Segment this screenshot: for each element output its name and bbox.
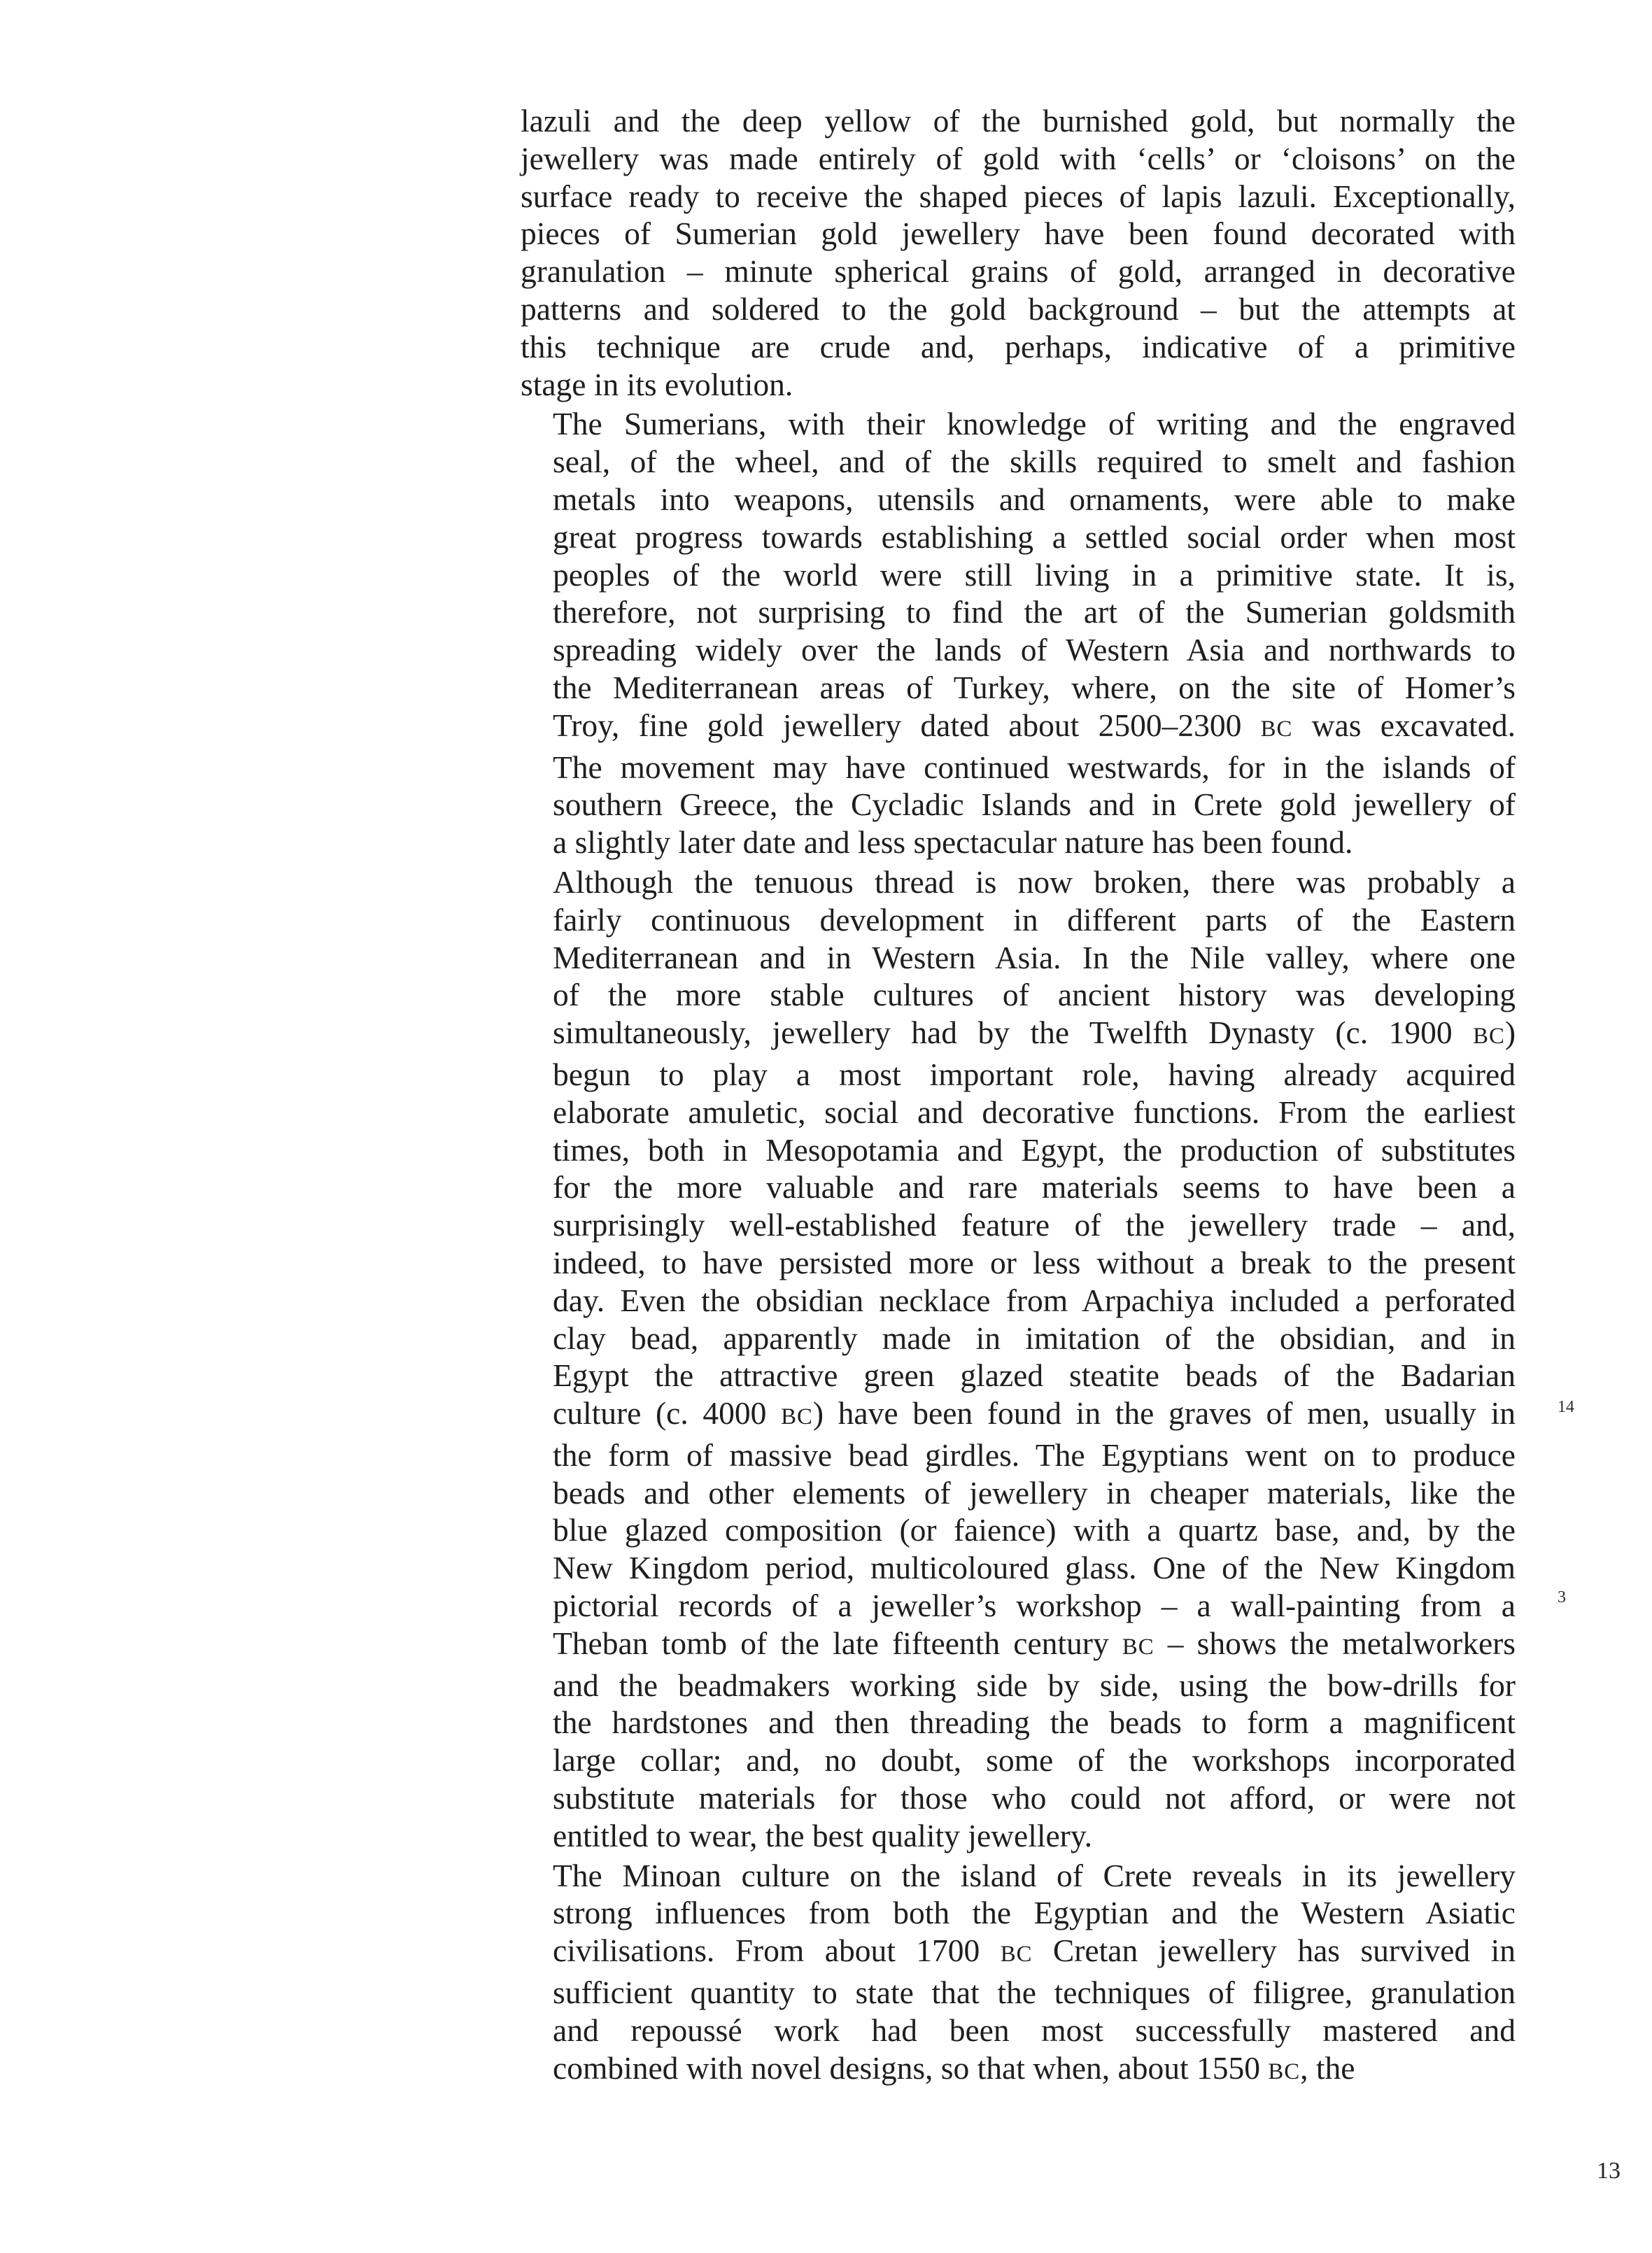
text-line: beads and other elements of jewellery in cheaper materials, like the	[553, 1474, 1516, 1511]
paragraph-3	[521, 863, 1516, 1855]
text-line: metals into weapons, utensils and ornaments, were able to make	[553, 481, 1516, 517]
body-text	[521, 102, 1516, 2091]
text-line: The Sumerians, with their knowledge of writing and the engraved	[553, 406, 1516, 442]
text-line: Theban tomb of the late fifteenth century BC – shows the metalworkers	[553, 1625, 1516, 1661]
text-line: granulation – minute spherical grains of gold, arranged in decorative	[521, 253, 1516, 290]
text-line: therefore, not surprising to find the art of the Sumerian goldsmith	[553, 594, 1516, 630]
text-line: indeed, to have persisted more or less without a break to the present	[553, 1244, 1516, 1280]
text-line: New Kingdom period, multicoloured glass. One of the New Kingdom	[553, 1550, 1516, 1586]
text-line: a slightly later date and less spectacular nature has been found.	[553, 824, 1353, 861]
text-line: jewellery was made entirely of gold with ‘cells’ or ‘cloisons’ on the	[521, 140, 1516, 176]
text-line: southern Greece, the Cycladic Islands and in Crete gold jewellery of	[553, 786, 1516, 823]
page-number: 13	[1597, 2158, 1621, 2184]
text-line: sufficient quantity to state that the techniques of filigree, granulation	[553, 1975, 1516, 2011]
text-line: strong influences from both the Egyptian and the Western Asiatic	[553, 1895, 1516, 1931]
text-line: Troy, fine gold jewellery dated about 2500–2300 BC was excavated.	[553, 707, 1516, 743]
text-line: day. Even the obsidian necklace from Arpachiya included a perforated	[553, 1282, 1516, 1318]
margin-plate-reference: 14	[1558, 1398, 1574, 1416]
text-line: fairly continuous development in different parts of the Eastern	[553, 901, 1516, 938]
text-line: Egypt the attractive green glazed steatite beads of the Badarian	[553, 1357, 1516, 1394]
text-line: this technique are crude and, perhaps, indicative of a primitive	[521, 328, 1516, 365]
text-line: pieces of Sumerian gold jewellery have been found decorated with	[521, 216, 1516, 252]
text-line: the Mediterranean areas of Turkey, where, on the site of Homer’s	[553, 669, 1516, 705]
paragraph-2	[521, 405, 1516, 861]
text-line: the hardstones and then threading the beads to form a magnificent	[553, 1704, 1516, 1741]
text-line: pictorial records of a jeweller’s workshop – a wall-painting from a	[553, 1588, 1516, 1624]
text-line: of the more stable cultures of ancient history was developing	[553, 977, 1516, 1013]
text-line: surprisingly well-established feature of the jewellery trade – and,	[553, 1207, 1516, 1243]
text-line: for the more valuable and rare materials seems to have been a	[553, 1169, 1516, 1206]
text-line: begun to play a most important role, having already acquired	[553, 1056, 1516, 1092]
text-line: great progress towards establishing a settled social order when most	[553, 518, 1516, 555]
margin-plate-reference: 3	[1558, 1588, 1566, 1606]
text-line: and repoussé work had been most successfully mastered and	[553, 2012, 1516, 2048]
text-line: simultaneously, jewellery had by the Twelfth Dynasty (c. 1900 BC)	[553, 1015, 1516, 1051]
text-line: lazuli and the deep yellow of the burnished gold, but normally the	[521, 103, 1516, 139]
text-line: civilisations. From about 1700 BC Cretan jewellery has survived in	[553, 1933, 1516, 1969]
text-line: culture (c. 4000 BC) have been found in the graves of men, usually in	[553, 1395, 1516, 1432]
text-line: times, both in Mesopotamia and Egypt, the production of substitutes	[553, 1131, 1516, 1168]
text-line: spreading widely over the lands of Western Asia and northwards to	[553, 632, 1516, 668]
text-line: patterns and soldered to the gold background – but the attempts at	[521, 290, 1516, 327]
text-line: Although the tenuous thread is now broken, there was probably a	[553, 863, 1516, 900]
text-line: clay bead, apparently made in imitation of the obsidian, and in	[553, 1320, 1516, 1356]
text-line: surface ready to receive the shaped pieces of lapis lazuli. Exceptionally,	[521, 178, 1516, 214]
text-line: and the beadmakers working side by side, using the bow-drills for	[553, 1667, 1516, 1703]
text-line: large collar; and, no doubt, some of the workshops incorporated	[553, 1742, 1516, 1779]
paragraph-4	[521, 1857, 1516, 2091]
text-line: blue glazed composition (or faience) with a quartz base, and, by the	[553, 1512, 1516, 1548]
text-line: the form of massive bead girdles. The Egyptians went on to produce	[553, 1436, 1516, 1473]
text-line: seal, of the wheel, and of the skills required to smelt and fashion	[553, 444, 1516, 480]
text-line: substitute materials for those who could not afford, or were not	[553, 1780, 1516, 1816]
text-line: The Minoan culture on the island of Crete reveals in its jewellery	[553, 1857, 1516, 1893]
text-line: peoples of the world were still living in a primitive state. It is,	[553, 556, 1516, 593]
text-line: Mediterranean and in Western Asia. In the Nile valley, where one	[553, 939, 1516, 975]
text-line: combined with novel designs, so that when, about 1550 BC, the	[553, 2049, 1355, 2086]
text-line: entitled to wear, the best quality jewellery.	[553, 1817, 1092, 1853]
text-line: stage in its evolution.	[521, 366, 793, 402]
text-line: elaborate amuletic, social and decorative functions. From the earliest	[553, 1094, 1516, 1130]
text-line: The movement may have continued westwards, for in the islands of	[553, 749, 1516, 785]
paragraph-1	[521, 102, 1516, 403]
